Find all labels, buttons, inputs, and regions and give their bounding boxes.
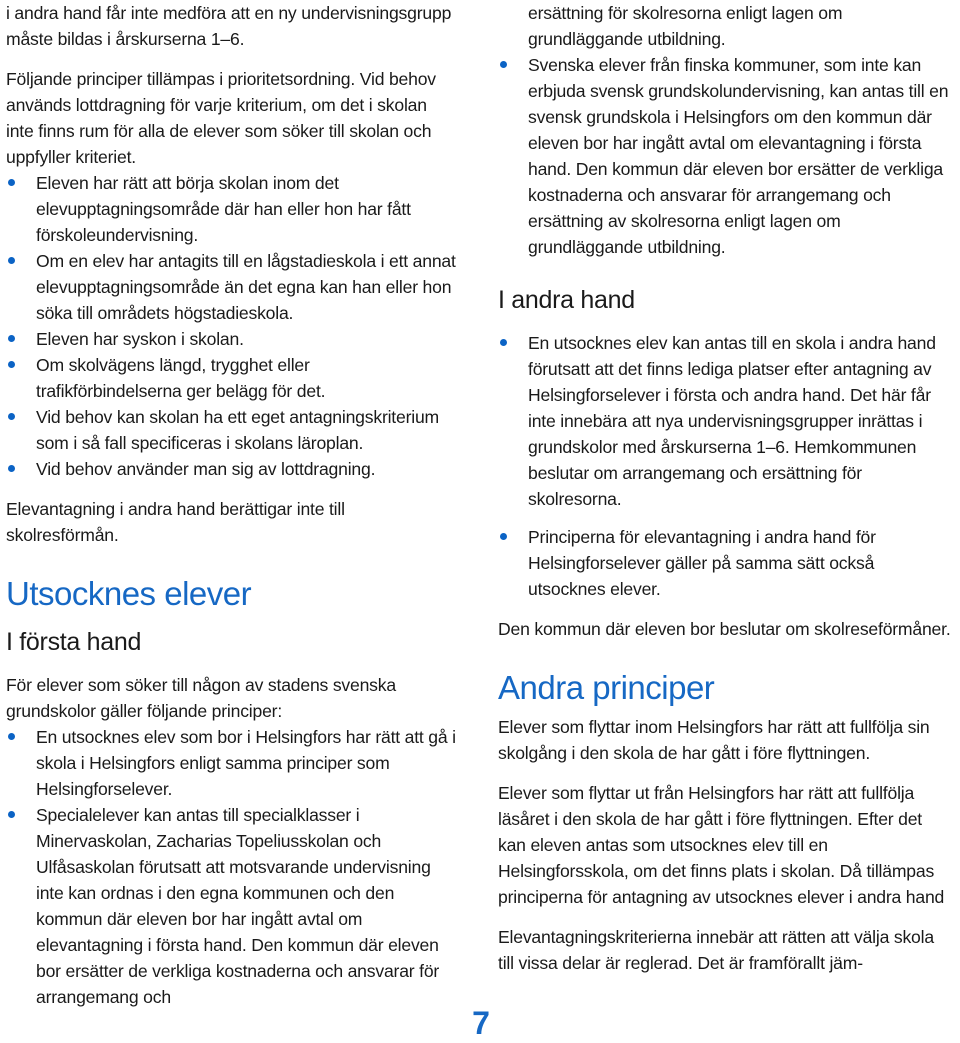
bullet-icon <box>8 413 15 420</box>
left-column <box>6 0 458 1010</box>
andra-hand-list <box>498 330 954 602</box>
list-item: Specialelever kan antas till specialklasser i Minervaskolan, Zacharias Topeliusskolan och Ulfåsaskolan förutsatt att motsvarande undervisning inte kan ordnas i den egna kommunen och den kommun där eleven bor har ingått avtal om elevantagning i första hand. Den kommun där eleven bor ersätter de verkliga kostnaderna och ansvarar för arrangemang och <box>6 802 458 1010</box>
bullet-icon <box>8 179 15 186</box>
list-item: Eleven har syskon i skolan. <box>6 326 458 352</box>
bullet-icon <box>8 733 15 740</box>
right-column <box>498 0 954 976</box>
paragraph-kriterier: Elevantagningskriterierna innebär att rätten att välja skola till vissa delar är reglerad. Det är framförallt jäm- <box>498 927 934 973</box>
list-item: Om skolvägens längd, trygghet eller trafikförbindelserna ger belägg för det. <box>6 352 458 404</box>
list-item: En utsocknes elev kan antas till en skola i andra hand förutsatt att det finns lediga platser efter antagning av Helsingforselever i första och andra hand. Det här får inte innebära att nya undervisningsgrupper inrättas i grundskolor med årskurserna 1–6. Hemkommunen beslutar om arrangemang och ersättning för skolresorna. <box>498 330 954 512</box>
subheading-andra-hand: I andra hand <box>498 286 635 314</box>
criteria-list <box>6 170 458 482</box>
paragraph-flyttar-ut: Elever som flyttar ut från Helsingfors har rätt att fullfölja läsåret i den skola de har gått i före flyttningen. Efter det kan eleven antas som utsocknes elev till en Helsingforsskola, om det finns plats i skolan. Då tillämpas principerna för antagning av utsocknes elever i andra hand <box>498 783 945 907</box>
section-heading-utsocknes: Utsocknes elever <box>6 575 252 612</box>
forsta-hand-list <box>6 724 458 1010</box>
list-item: Principerna för elevantagning i andra hand för Helsingforselever gäller på samma sätt också utsocknes elever. <box>498 524 954 602</box>
paragraph-flyttar-inom: Elever som flyttar inom Helsingfors har rätt att fullfölja sin skolgång i den skola de har gått i före flyttningen. <box>498 717 930 763</box>
bullet-icon <box>500 339 507 346</box>
continuation-text: ersättning för skolresorna enligt lagen om grundläggande utbildning. <box>528 3 843 49</box>
list-item: En utsocknes elev som bor i Helsingfors har rätt att gå i skola i Helsingfors enligt samma principer som Helsingforselever. <box>6 724 458 802</box>
second-hand-note: Elevantagning i andra hand berättigar inte till skolresförmån. <box>6 499 345 545</box>
bullet-icon <box>8 811 15 818</box>
bullet-icon <box>500 533 507 540</box>
list-item: Svenska elever från finska kommuner, som inte kan erbjuda svensk grundskolundervisning, kan antas till en svensk grundskola i Helsingfors om den kommun där eleven bor har ingått avtal om elevantagning i första hand. Den kommun där eleven bor ersätter de verkliga kostnaderna och ansvarar för arrangemang och ersättning av skolresorna enligt lagen om grundläggande utbildning. <box>498 52 954 260</box>
bullet-icon <box>8 465 15 472</box>
list-item: Vid behov använder man sig av lottdragning. <box>6 456 458 482</box>
principles-intro: Följande principer tillämpas i prioritetsordning. Vid behov används lottdragning för varje kriterium, om det i skolan inte finns rum för alla de elever som söker till skolan och uppfyller kriteriet. <box>6 69 436 167</box>
section-heading-andra-principer: Andra principer <box>498 669 715 706</box>
bullet-icon <box>8 361 15 368</box>
bullet-icon <box>500 61 507 68</box>
list-item: Eleven har rätt att börja skolan inom det elevupptagningsområde där han eller hon har fått förskoleundervisning. <box>6 170 458 248</box>
page-number: 7 <box>472 1005 490 1041</box>
list-item: Om en elev har antagits till en lågstadieskola i ett annat elevupptagningsområde än det egna kan han eller hon söka till områdets högstadieskola. <box>6 248 458 326</box>
subheading-forsta-hand: I första hand <box>6 628 142 656</box>
forsta-hand-list-continued <box>498 52 954 260</box>
list-item: Vid behov kan skolan ha ett eget antagningskriterium som i så fall specificeras i skolans läroplan. <box>6 404 458 456</box>
skolresa-note: Den kommun där eleven bor beslutar om skolreseförmåner. <box>498 619 951 639</box>
forsta-hand-intro: För elever som söker till någon av stadens svenska grundskolor gäller följande principer: <box>6 675 396 721</box>
intro-paragraph: i andra hand får inte medföra att en ny undervisningsgrupp måste bildas i årskurserna 1–6. <box>6 3 452 49</box>
bullet-icon <box>8 335 15 342</box>
bullet-icon <box>8 257 15 264</box>
